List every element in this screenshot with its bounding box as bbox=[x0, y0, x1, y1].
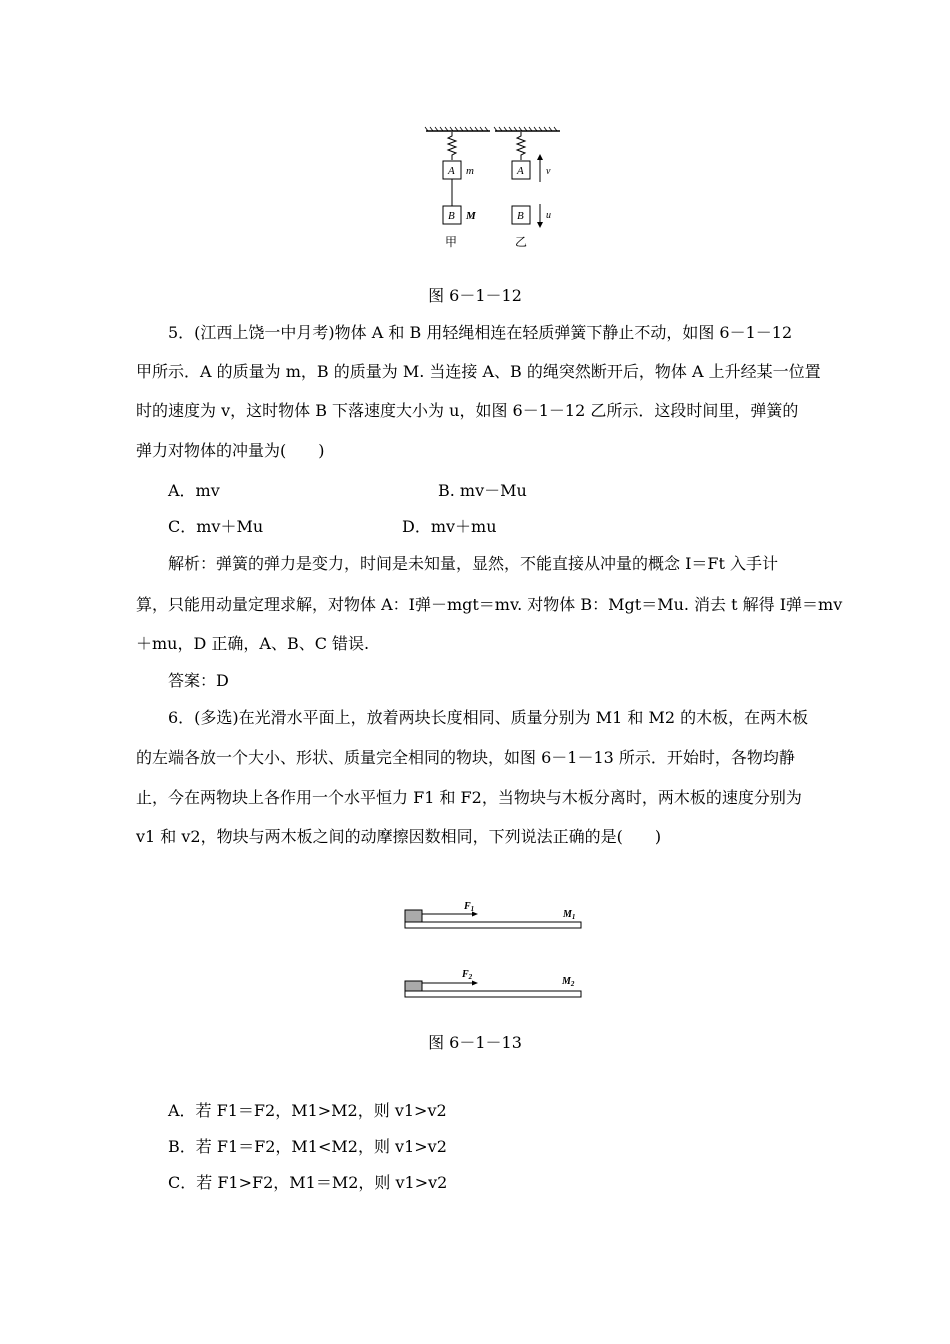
label-f2: $F_2$ bbox=[462, 969, 473, 981]
label-m2-sub: 2 bbox=[570, 980, 575, 988]
q6-line-2: 的左端各放一个大小、形状、质量完全相同的物块，如图 6－1－13 所示．开始时，各物均静 bbox=[136, 748, 795, 767]
q5-line-4: 弹力对物体的冲量为( ) bbox=[136, 441, 325, 460]
q5-line-1: 5．(江西上饶一中月考)物体 A 和 B 用轻绳相连在轻质弹簧下静止不动，如图 6－1－12 bbox=[168, 323, 793, 342]
label-u: u bbox=[546, 210, 551, 221]
q6-option-b: B．若 F1＝F2，M1<M2，则 v1>v2 bbox=[168, 1137, 447, 1156]
label-b-right: B bbox=[517, 210, 524, 222]
figure-6-1-13 bbox=[400, 896, 590, 1006]
q5-line-2: 甲所示．A 的质量为 m，B 的质量为 M. 当连接 A、B 的绳突然断开后，物体 A 上升经某一位置 bbox=[136, 362, 821, 381]
q5-analysis-line-3: ＋mu，D 正确，A、B、C 错误. bbox=[136, 634, 370, 653]
q6-option-a: A．若 F1＝F2，M1>M2，则 v1>v2 bbox=[168, 1101, 447, 1120]
figure-6-1-12-caption: 图 6－1－12 bbox=[428, 286, 522, 305]
ceiling-right bbox=[494, 127, 560, 131]
arrow-v-head bbox=[537, 154, 543, 160]
figure-6-1-12 bbox=[420, 124, 570, 254]
q5-analysis-line-2: 算，只能用动量定理求解，对物体 A：I弹－mgt＝mv. 对物体 B：Mgt＝Mu. 消去 t 解得 I弹＝mv bbox=[136, 595, 843, 614]
q5-line-3: 时的速度为 v，这时物体 B 下落速度大小为 u，如图 6－1－12 乙所示．这段时间里，弹簧的 bbox=[136, 401, 799, 420]
label-v: v bbox=[546, 166, 551, 177]
label-m: m bbox=[466, 165, 474, 177]
q5-answer: 答案：D bbox=[168, 671, 229, 690]
q5-analysis-line-1: 解析：弹簧的弹力是变力，时间是未知量，显然，不能直接从冲量的概念 I＝Ft 入手计 bbox=[168, 554, 779, 573]
label-big-m: M bbox=[466, 210, 476, 222]
ceiling-left bbox=[425, 127, 490, 131]
q6-line-4: v1 和 v2，物块与两木板之间的动摩擦因数相同，下列说法正确的是( ) bbox=[136, 827, 662, 846]
q6-option-c: C．若 F1>F2，M1＝M2，则 v1>v2 bbox=[168, 1173, 448, 1192]
block-1 bbox=[405, 910, 422, 922]
board-m2 bbox=[405, 991, 581, 997]
spring-left bbox=[448, 132, 456, 160]
arrow-f2-head bbox=[472, 981, 478, 986]
label-yi: 乙 bbox=[515, 235, 528, 249]
figure-6-1-13-caption: 图 6－1－13 bbox=[428, 1033, 522, 1052]
label-f1: $F_1$ bbox=[464, 901, 475, 913]
label-m1: $M_1$ bbox=[563, 909, 576, 921]
q6-line-3: 止，今在两物块上各作用一个水平恒力 F1 和 F2，当物块与木板分离时，两木板的速度分别为 bbox=[136, 788, 802, 807]
label-a-left: A bbox=[448, 165, 455, 177]
q5-option-c: C．mv＋Mu bbox=[168, 517, 264, 536]
label-b-left: B bbox=[448, 210, 455, 222]
label-a-right: A bbox=[517, 165, 524, 177]
label-m2: $M_2$ bbox=[562, 976, 575, 988]
board-m1 bbox=[405, 922, 581, 928]
label-f2-sub: 2 bbox=[468, 973, 473, 981]
q5-option-a: A．mv bbox=[168, 481, 220, 500]
label-m1-sub: 1 bbox=[571, 913, 576, 921]
label-f1-sub: 1 bbox=[470, 905, 475, 913]
q5-option-b: B. mv－Mu bbox=[438, 481, 527, 500]
spring-right bbox=[517, 132, 525, 160]
label-jia: 甲 bbox=[445, 235, 458, 249]
arrow-u-head bbox=[537, 222, 543, 228]
q6-line-1: 6．(多选)在光滑水平面上，放着两块长度相同、质量分别为 M1 和 M2 的木板，在两木板 bbox=[168, 708, 809, 727]
q5-option-d: D．mv＋mu bbox=[402, 517, 497, 536]
